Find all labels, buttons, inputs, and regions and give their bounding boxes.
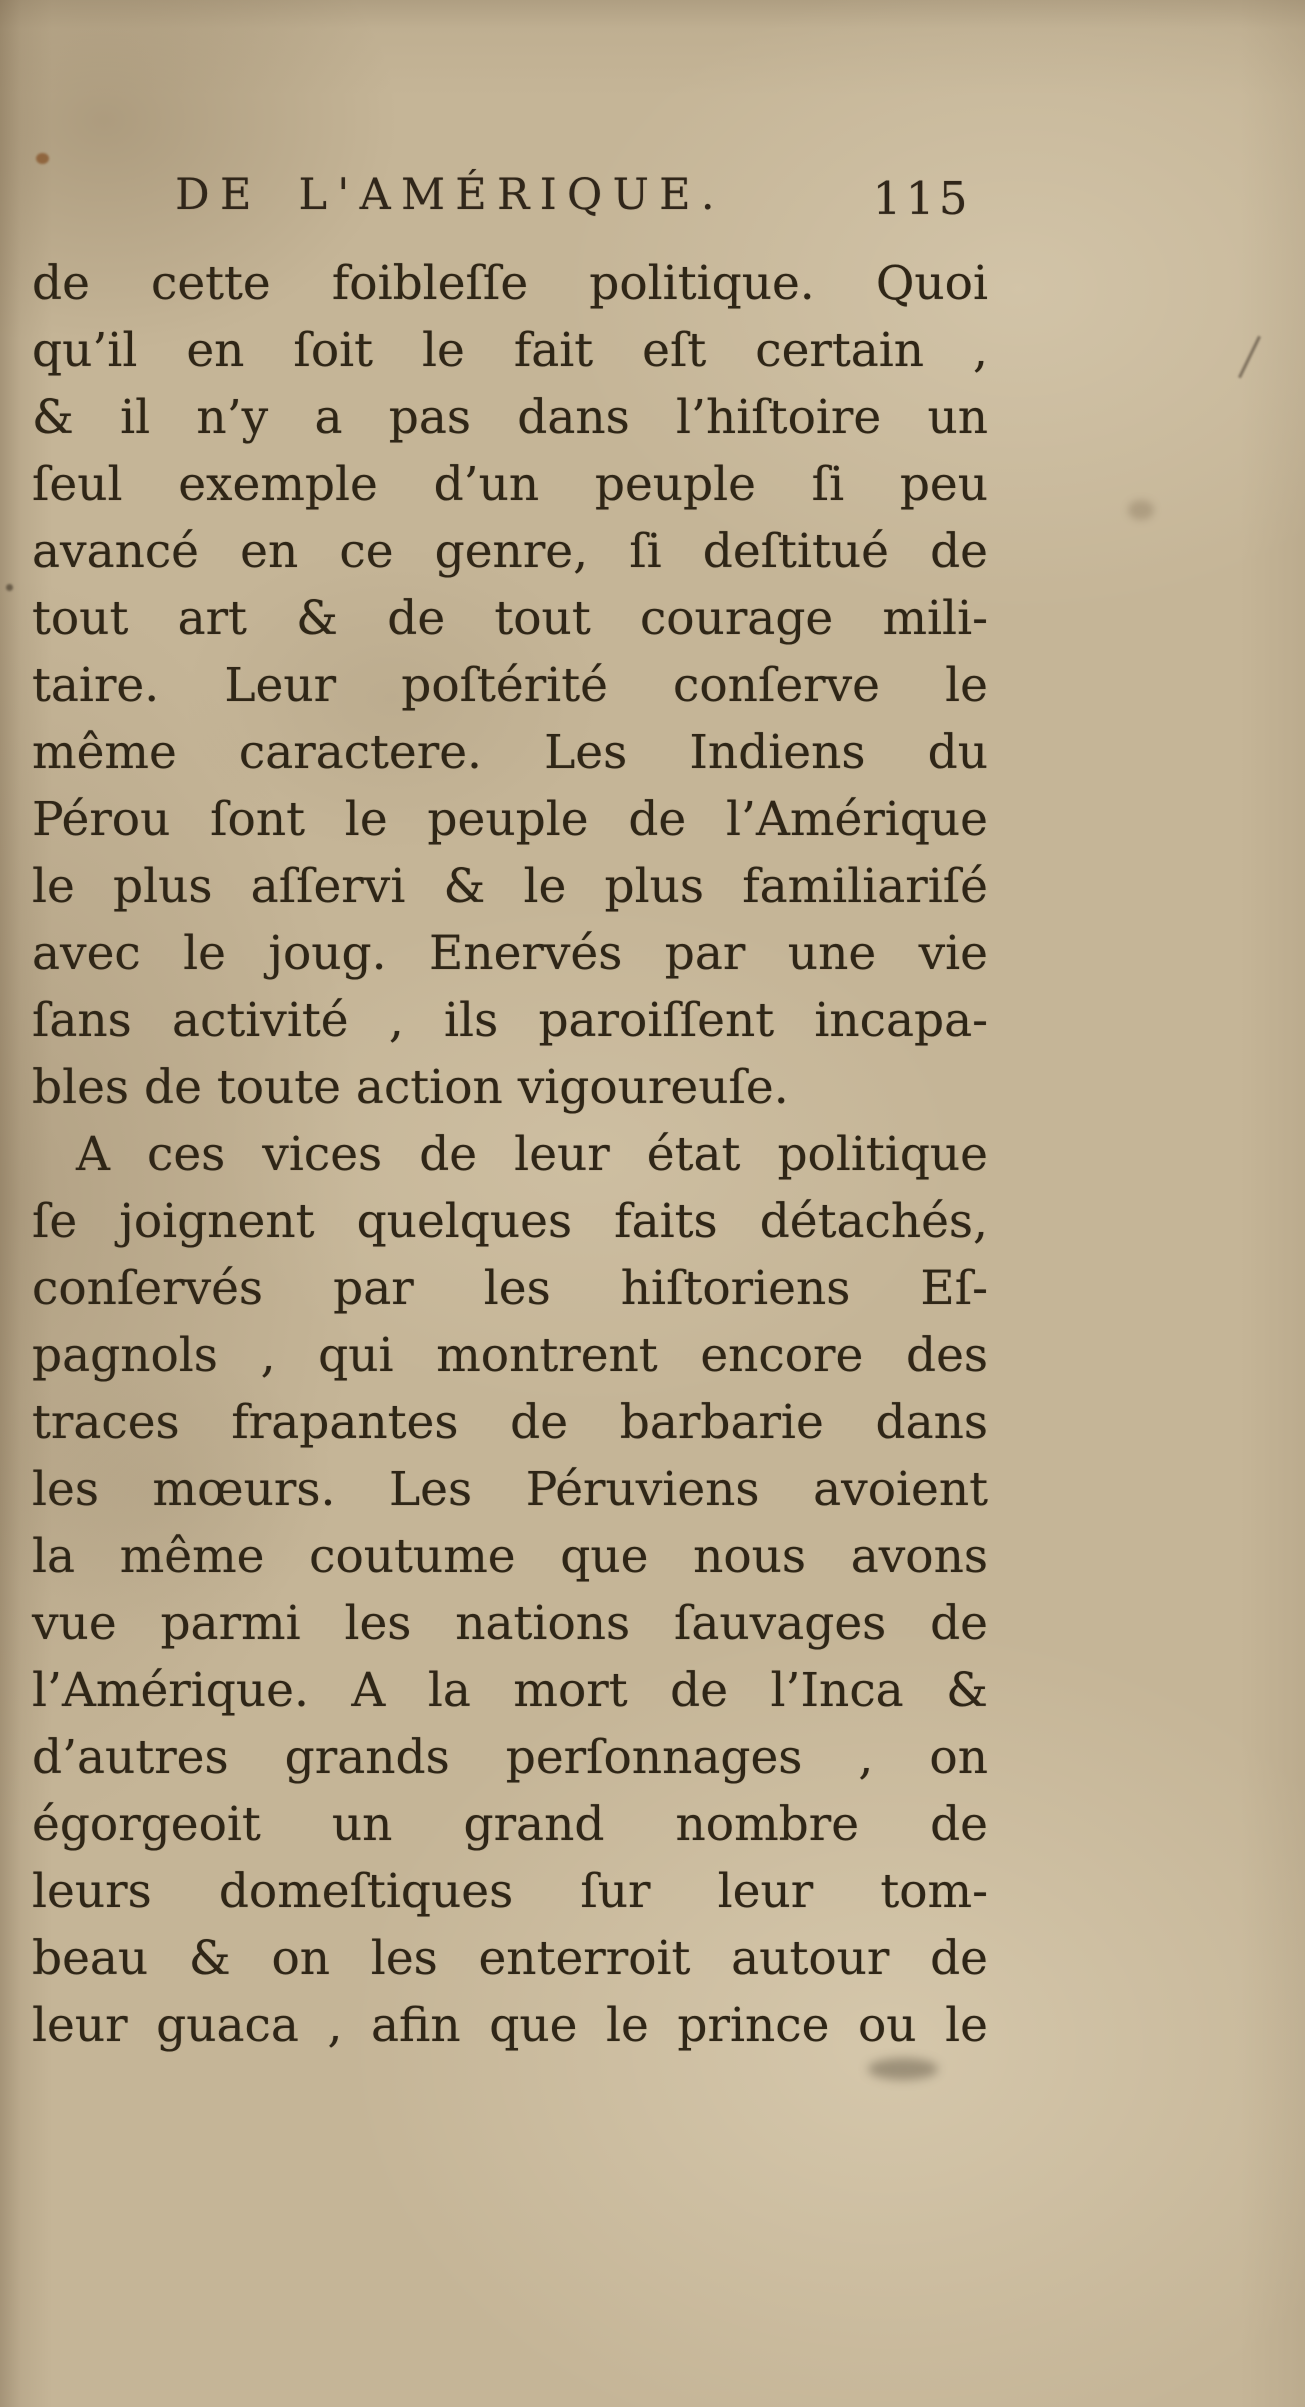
ink-speck [6, 584, 13, 591]
text-line: l’Amérique. A la mort de l’Inca & [32, 1663, 988, 1718]
text-line: même caractere. Les Indiens du [32, 725, 988, 780]
page-header [32, 162, 988, 250]
text-line: qu’il en ſoit le fait eſt certain , [32, 323, 988, 378]
page-number: 115 [872, 172, 972, 225]
text-line: Pérou ſont le peuple de l’Amérique [32, 792, 988, 847]
body-text [32, 250, 988, 2059]
text-line: conſervés par les hiſtoriens Eſ- [32, 1261, 988, 1316]
text-line: beau & on les enterroit autour de [32, 1931, 988, 1986]
paper-blot [1128, 500, 1154, 520]
text-line: le plus aſſervi & le plus familiariſé [32, 859, 988, 914]
text-line: d’autres grands perſonnages , on [32, 1730, 988, 1785]
text-line: la même coutume que nous avons [32, 1529, 988, 1584]
text-line: bles de toute action vigoureuſe. [32, 1060, 789, 1115]
text-line: ſe joignent quelques faits détachés, [32, 1194, 988, 1249]
margin-pen-mark [1238, 336, 1261, 379]
ink-smudge [868, 2058, 938, 2080]
text-line: tout art & de tout courage mili- [32, 591, 988, 646]
text-line: A ces vices de leur état politique [76, 1127, 988, 1182]
text-line: leur guaca , afin que le prince ou le [32, 1998, 988, 2053]
text-line: taire. Leur poſtérité conſerve le [32, 658, 988, 713]
text-line: traces frapantes de barbarie dans [32, 1395, 988, 1450]
text-line: égorgeoit un grand nombre de [32, 1797, 988, 1852]
text-line: avancé en ce genre, ſi deſtitué de [32, 524, 988, 579]
text-line: ſeul exemple d’un peuple ſi peu [32, 457, 988, 512]
text-line: ſans activité , ils paroiſſent incapa- [32, 993, 988, 1048]
text-line: les mœurs. Les Péruviens avoient [32, 1462, 988, 1517]
text-line: vue parmi les nations ſauvages de [32, 1596, 988, 1651]
text-line: leurs domeſtiques ſur leur tom- [32, 1864, 988, 1919]
text-line: de cette foibleſſe politique. Quoi [32, 256, 988, 311]
text-line: pagnols , qui montrent encore des [32, 1328, 988, 1383]
running-title: DE L'AMÉRIQUE. [175, 170, 725, 220]
text-block [32, 162, 988, 2059]
text-line: & il n’y a pas dans l’hiſtoire un [32, 390, 988, 445]
text-line: avec le joug. Enervés par une vie [32, 926, 988, 981]
